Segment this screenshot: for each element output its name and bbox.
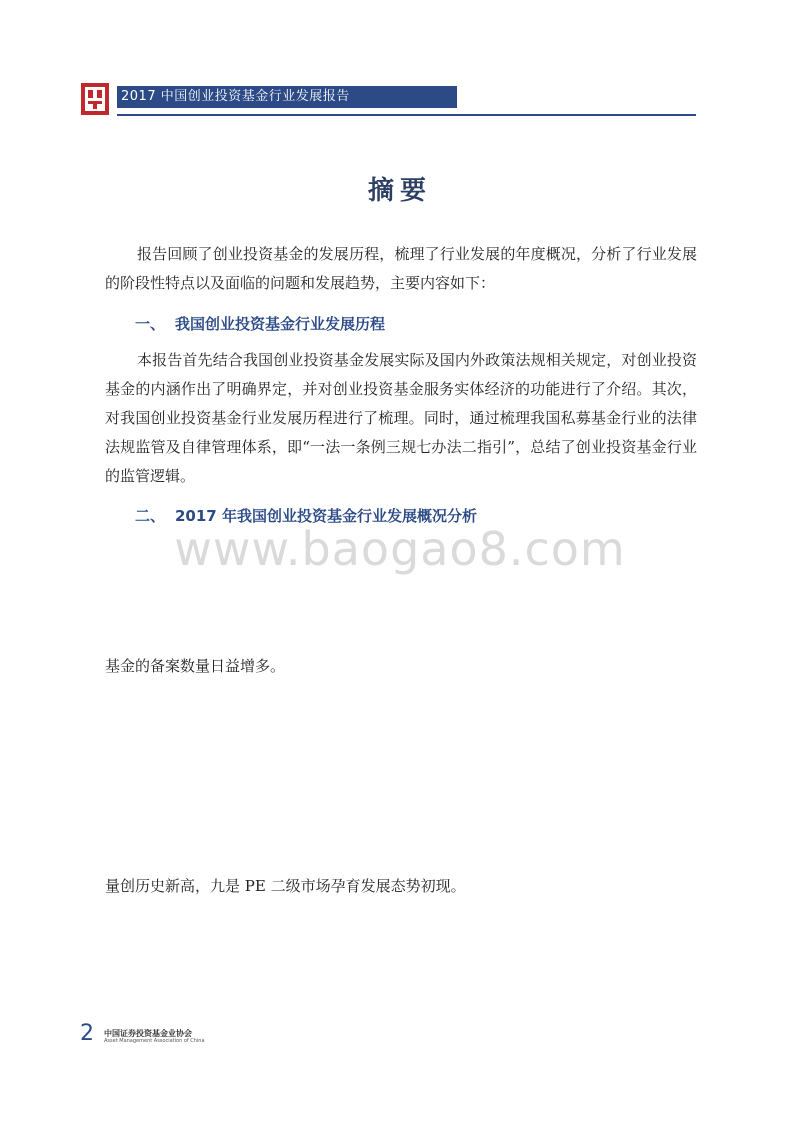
amac-logo-icon [80,82,110,116]
section-2-title: 2017 年我国创业投资基金行业发展概况分析 [175,507,477,525]
text-fragment-1: 基金的备案数量日益增多。 [105,657,286,675]
section-1-paragraph: 本报告首先结合我国创业投资基金发展实际及国内外政策法规相关规定，对创业投资基金的内涵作出了明确界定，并对创业投资基金服务实体经济的功能进行了介绍。其次，对我国创业投资基金行业发展历程进行了梳理。同时，通过梳理我国私募基金行业的法律法规监管及自律管理体系，即“一法一条例三规七办法二指引”，总结了创业投资基金行业的监管逻辑。 [105,351,697,485]
page-number: 2 [80,1021,94,1046]
footer-org-name: 中国证券投资基金业协会 [104,1029,192,1038]
footer-org-name-en: Asset Management Association of China [104,1038,205,1044]
section-2-number: 二、 [135,507,166,525]
page-header [80,82,696,118]
section-1-heading [135,313,385,334]
section-1-number: 一、 [135,315,166,333]
watermark: www.baogao8.com [174,522,626,576]
header-divider [117,114,696,116]
section-1-title: 我国创业投资基金行业发展历程 [175,315,386,333]
intro-paragraph: 报告回顾了创业投资基金的发展历程，梳理了行业发展的年度概况，分析了行业发展的阶段性特点以及面临的问题和发展趋势，主要内容如下： [105,245,697,292]
header-title: 2017 中国创业投资基金行业发展报告 [117,86,457,108]
page-title: 摘要 [367,176,432,206]
text-fragment-2: 量创历史新高，九是 PE 二级市场孕育发展态势初现。 [105,877,466,895]
